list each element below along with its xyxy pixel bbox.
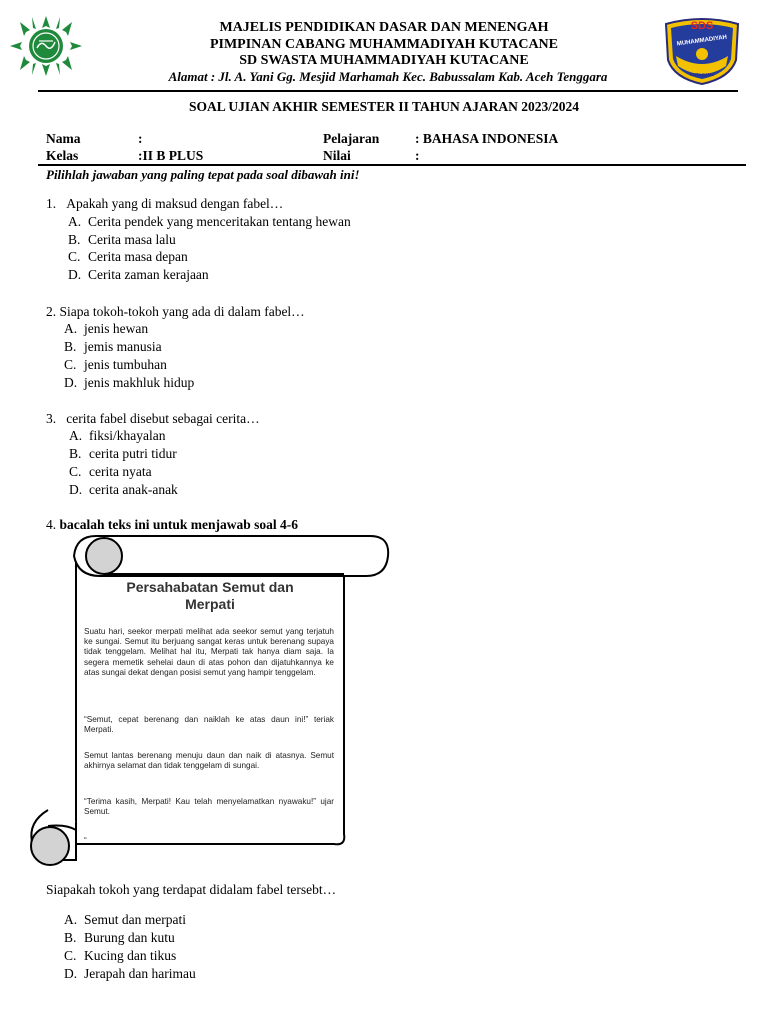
story-paragraph-2: “Semut, cepat berenang dan naiklah ke atas daun ini!” teriak Merpati.	[84, 715, 334, 735]
option-2a[interactable]: A. jenis hewan	[64, 321, 149, 336]
question-text: bacalah teks ini untuk menjawab soal 4-6	[59, 517, 299, 532]
option-1d[interactable]: D. Cerita zaman kerajaan	[68, 267, 209, 282]
nama-label: Nama	[46, 131, 81, 146]
header-line-3: SD SWASTA MUHAMMADIYAH KUTACANE	[239, 53, 529, 68]
story-paragraph-1: Suatu hari, seekor merpati melihat ada seekor semut yang terjatuh ke sungai. Semut itu berjuang sangat keras untuk berenang supaya tidak tenggelam. Melihat hal itu, Merpati tak hanya diam saja. Ia segera memetik sehelai daun di atas pohon dan dijatuhkannya ke atas sungai dekat dengan posisi semut yang hampir tenggelam.	[84, 627, 334, 677]
option-4b[interactable]: B. Burung dan kutu	[64, 930, 175, 945]
question-text: Siapa tokoh-tokoh yang ada di dalam fabel…	[59, 304, 305, 319]
option-4a[interactable]: A. Semut dan merpati	[64, 912, 186, 927]
header-line-2: PIMPINAN CABANG MUHAMMADIYAH KUTACANE	[209, 37, 559, 52]
question-text: cerita fabel disebut sebagai cerita…	[66, 411, 260, 426]
question-number: 1.	[46, 196, 57, 211]
info-divider	[38, 164, 746, 166]
question-1	[46, 196, 283, 212]
option-3a[interactable]: A. fiksi/khayalan	[69, 428, 166, 443]
header-line-1: MAJELIS PENDIDIKAN DASAR DAN MENENGAH	[219, 20, 549, 35]
question-number: 2.	[46, 304, 57, 319]
question-4-prompt: Siapakah tokoh yang terdapat didalam fabel tersebt…	[46, 882, 337, 897]
option-4d[interactable]: D. Jerapah dan harimau	[64, 966, 196, 981]
option-3b[interactable]: B. cerita putri tidur	[69, 446, 177, 461]
story-paragraph-3: Semut lantas berenang menuju daun dan naik di atasnya. Semut akhirnya selamat dan tidak tenggelam di sungai.	[84, 751, 334, 771]
nilai-value: :	[415, 148, 420, 163]
question-number: 3.	[46, 411, 57, 426]
option-3d[interactable]: D. cerita anak-anak	[69, 482, 178, 497]
story-title: Persahabatan Semut dan Merpati	[126, 579, 294, 612]
kelas-value: :II B PLUS	[138, 148, 204, 163]
kelas-label: Kelas	[46, 148, 79, 163]
question-number: 4.	[46, 517, 57, 532]
nilai-label: Nilai	[323, 148, 351, 163]
option-2b[interactable]: B. jemis manusia	[64, 339, 162, 354]
option-1c[interactable]: C. Cerita masa depan	[68, 249, 188, 264]
header-address: Alamat : Jl. A. Yani Gg. Mesjid Marhamah Kec. Babussalam Kab. Aceh Tenggara	[168, 69, 608, 84]
instruction: Pilihlah jawaban yang paling tepat pada soal dibawah ini!	[46, 167, 360, 182]
header-divider	[38, 90, 738, 92]
sds-logo-subtext: MUHAMMADIYAH	[676, 34, 728, 48]
question-text: Apakah yang di maksud dengan fabel…	[66, 196, 284, 211]
story-paragraph-5: “	[84, 836, 87, 845]
nama-value: :	[138, 131, 143, 146]
question-4	[46, 517, 298, 533]
question-3	[46, 411, 260, 427]
option-3c[interactable]: C. cerita nyata	[69, 464, 152, 479]
question-2	[46, 304, 305, 320]
pelajaran-label: Pelajaran	[323, 131, 380, 146]
sds-logo-bottom-text: KUTACANE	[689, 72, 715, 77]
option-1b[interactable]: B. Cerita masa lalu	[68, 232, 176, 247]
option-1a[interactable]: A. Cerita pendek yang menceritakan tentang hewan	[68, 214, 351, 229]
option-2d[interactable]: D. jenis makhluk hidup	[64, 375, 195, 390]
exam-title: SOAL UJIAN AKHIR SEMESTER II TAHUN AJARAN 2023/2024	[189, 99, 579, 114]
option-4c[interactable]: C. Kucing dan tikus	[64, 948, 177, 963]
pelajaran-value: : BAHASA INDONESIA	[415, 131, 559, 146]
option-2c[interactable]: C. jenis tumbuhan	[64, 357, 167, 372]
sds-logo-text: SDS	[690, 20, 714, 32]
story-paragraph-4: “Terima kasih, Merpati! Kau telah menyelamatkan nyawaku!” ujar Semut.	[84, 797, 334, 817]
